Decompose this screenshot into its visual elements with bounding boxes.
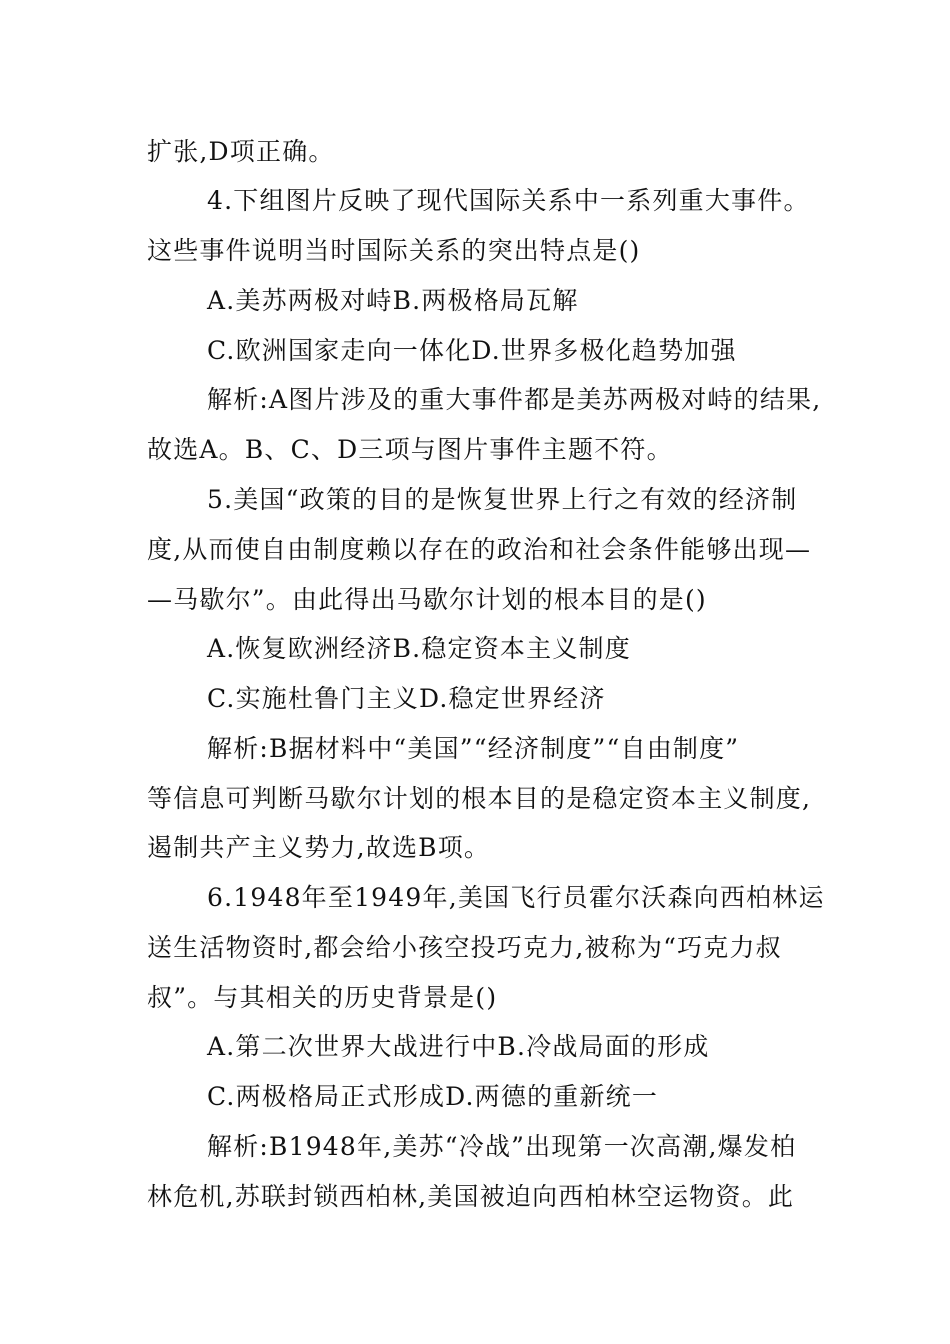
question-6-options-ab: A.第二次世界大战进行中B.冷战局面的形成 xyxy=(207,1032,710,1061)
question-6-stem: 6.1948年至1949年,美国飞行员霍尔沃森向西柏林运 xyxy=(207,883,825,912)
question-5-options-cd: C.实施杜鲁门主义D.稳定世界经济 xyxy=(207,684,606,713)
text-line: 故选A。B、C、D三项与图片事件主题不符。 xyxy=(147,435,673,464)
question-6-analysis: 解析:B1948年,美苏“冷战”出现第一次高潮,爆发柏 xyxy=(207,1132,797,1161)
text-line: 林危机,苏联封锁西柏林,美国被迫向西柏林空运物资。此 xyxy=(147,1182,795,1211)
question-4-stem: 4.下组图片反映了现代国际关系中一系列重大事件。 xyxy=(207,186,810,215)
text-line: 这些事件说明当时国际关系的突出特点是() xyxy=(147,236,641,265)
text-line: 叔”。与其相关的历史背景是() xyxy=(147,983,498,1012)
question-4-options-cd: C.欧洲国家走向一体化D.世界多极化趋势加强 xyxy=(207,336,737,365)
text-line: 扩张,D项正确。 xyxy=(147,137,335,166)
question-4-analysis: 解析:A图片涉及的重大事件都是美苏两极对峙的结果, xyxy=(207,385,822,414)
question-5-analysis: 解析:B据材料中“美国”“经济制度”“自由制度” xyxy=(207,734,740,763)
text-line: 度,从而使自由制度赖以存在的政治和社会条件能够出现— xyxy=(147,535,812,564)
text-line: 等信息可判断马歇尔计划的根本目的是稳定资本主义制度, xyxy=(147,784,812,813)
question-6-options-cd: C.两极格局正式形成D.两德的重新统一 xyxy=(207,1082,659,1111)
text-line: —马歇尔”。由此得出马歇尔计划的根本目的是() xyxy=(147,585,707,614)
text-line: 送生活物资时,都会给小孩空投巧克力,被称为“巧克力叔 xyxy=(147,933,782,962)
question-5-stem: 5.美国“政策的目的是恢复世界上行之有效的经济制 xyxy=(207,485,798,514)
question-4-options-ab: A.美苏两极对峙B.两极格局瓦解 xyxy=(207,286,579,315)
question-5-options-ab: A.恢复欧洲经济B.稳定资本主义制度 xyxy=(207,634,631,663)
text-line: 遏制共产主义势力,故选B项。 xyxy=(147,833,491,862)
